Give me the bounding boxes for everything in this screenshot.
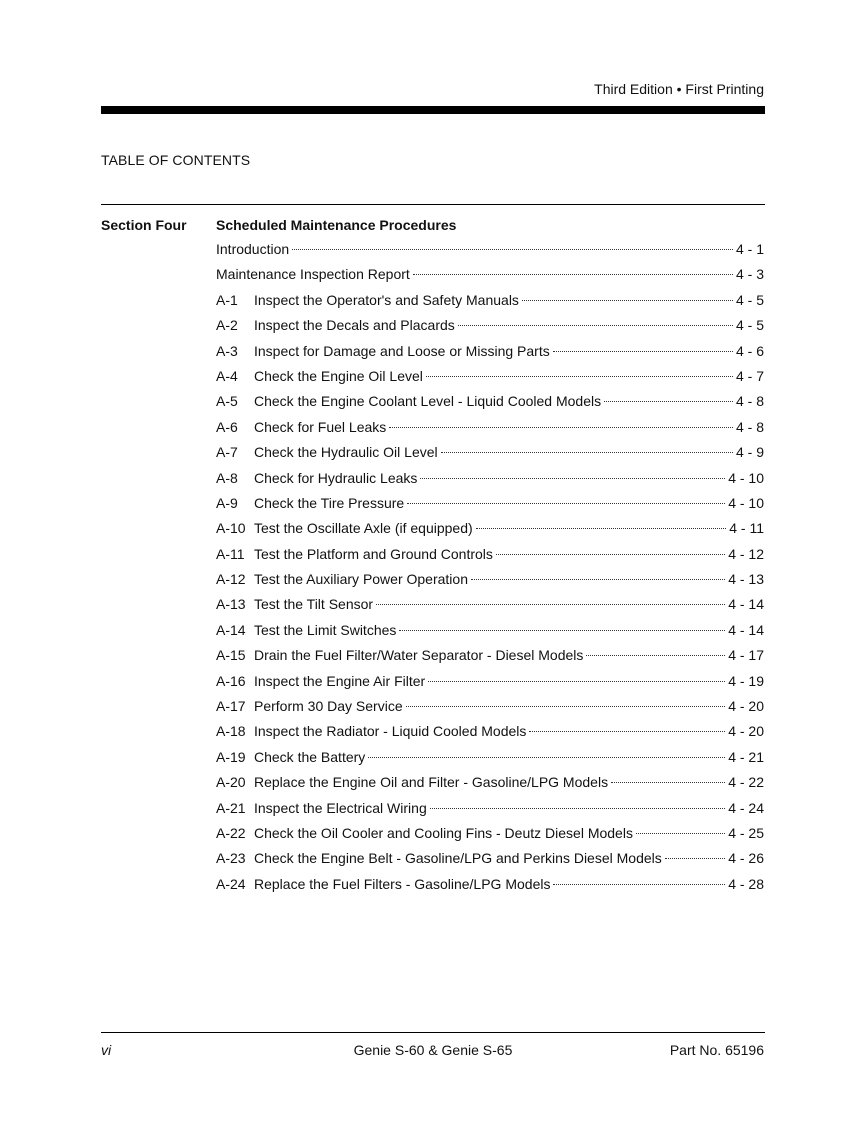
- dot-leader: [553, 884, 725, 885]
- toc-entry-page: 4 - 28: [728, 875, 764, 892]
- toc-entry[interactable]: [216, 466, 764, 491]
- dot-leader: [529, 731, 725, 732]
- toc-entry-title: Inspect the Radiator - Liquid Cooled Models: [254, 723, 527, 740]
- toc-entry-code: A-18: [216, 723, 246, 740]
- toc-entry-code: A-20: [216, 774, 246, 791]
- toc-entry-code: A-14: [216, 621, 246, 638]
- toc-entry-page: 4 - 8: [735, 418, 764, 435]
- toc-entry[interactable]: [216, 516, 764, 541]
- toc-entry-title: Inspect the Operator's and Safety Manuals: [254, 291, 519, 308]
- toc-entry-code: A-1: [216, 291, 238, 308]
- toc-list: [216, 237, 764, 897]
- toc-entry-title: Inspect the Engine Air Filter: [254, 672, 426, 689]
- toc-entry-title: Check the Engine Belt - Gasoline/LPG and Perkins Diesel Models: [254, 850, 662, 867]
- header-rule: [101, 106, 765, 114]
- toc-entry[interactable]: [216, 770, 764, 795]
- toc-entry[interactable]: [216, 745, 764, 770]
- footer-rule: [101, 1032, 765, 1033]
- toc-entry-page: 4 - 14: [728, 596, 764, 613]
- dot-leader: [376, 604, 725, 605]
- toc-entry[interactable]: [216, 339, 764, 364]
- toc-entry[interactable]: [216, 796, 764, 821]
- dot-leader: [611, 782, 725, 783]
- toc-entry[interactable]: [216, 694, 764, 719]
- edition-label: Third Edition • First Printing: [594, 81, 764, 97]
- toc-entry[interactable]: [216, 491, 764, 516]
- dot-leader: [406, 706, 726, 707]
- dot-leader: [553, 351, 733, 352]
- toc-entry-code: A-11: [216, 545, 245, 562]
- dot-leader: [636, 833, 725, 834]
- toc-entry-code: A-13: [216, 596, 246, 613]
- toc-entry-page: 4 - 19: [728, 672, 764, 689]
- toc-entry-title: Drain the Fuel Filter/Water Separator - Diesel Models: [254, 647, 584, 664]
- toc-entry-page: 4 - 20: [728, 698, 764, 715]
- toc-entry-code: A-10: [216, 520, 246, 537]
- dot-leader: [586, 655, 725, 656]
- toc-entry[interactable]: [216, 719, 764, 744]
- dot-leader: [441, 452, 733, 453]
- toc-entry-code: A-9: [216, 494, 238, 511]
- toc-entry-title: Inspect for Damage and Loose or Missing Parts: [254, 342, 550, 359]
- toc-entry[interactable]: [216, 567, 764, 592]
- toc-entry-page: 4 - 5: [735, 291, 764, 308]
- toc-entry[interactable]: [216, 389, 764, 414]
- dot-leader: [665, 858, 725, 859]
- dot-leader: [604, 401, 733, 402]
- toc-entry-page: 4 - 26: [728, 850, 764, 867]
- toc-entry[interactable]: [216, 364, 764, 389]
- toc-entry-page: 4 - 24: [728, 799, 764, 816]
- toc-entry-code: A-22: [216, 824, 246, 841]
- toc-entry[interactable]: [216, 313, 764, 338]
- toc-entry-page: 4 - 6: [735, 342, 764, 359]
- toc-entry-title: Test the Tilt Sensor: [254, 596, 374, 613]
- toc-entry-title: Perform 30 Day Service: [254, 698, 403, 715]
- toc-entry-code: A-6: [216, 418, 238, 435]
- toc-entry-code: A-4: [216, 367, 238, 384]
- section-divider: [101, 204, 765, 205]
- dot-leader: [426, 376, 733, 377]
- toc-entry[interactable]: [216, 262, 764, 287]
- toc-entry-code: A-23: [216, 850, 246, 867]
- toc-entry[interactable]: [216, 542, 764, 567]
- toc-entry-title: Check for Fuel Leaks: [254, 418, 387, 435]
- toc-entry-title: Check the Tire Pressure: [254, 494, 405, 511]
- toc-entry-title: Check the Hydraulic Oil Level: [254, 444, 438, 461]
- toc-entry-page: 4 - 3: [735, 266, 764, 283]
- toc-entry-page: 4 - 1: [735, 241, 764, 257]
- toc-entry-code: A-19: [216, 748, 246, 765]
- toc-entry-title: Inspect the Electrical Wiring: [254, 799, 427, 816]
- toc-entry-page: 4 - 8: [735, 393, 764, 410]
- toc-entry-title: Inspect the Decals and Placards: [254, 317, 455, 334]
- toc-entry-title: Test the Auxiliary Power Operation: [254, 571, 468, 588]
- toc-entry-code: A-15: [216, 647, 246, 664]
- dot-leader: [428, 681, 725, 682]
- toc-entry-page: 4 - 5: [735, 317, 764, 334]
- toc-entry-page: 4 - 12: [728, 545, 764, 562]
- toc-entry-page: 4 - 7: [735, 367, 764, 384]
- toc-entry-code: A-8: [216, 469, 238, 486]
- section-label: Section Four: [101, 217, 187, 233]
- toc-entry-title: Maintenance Inspection Report: [216, 266, 410, 283]
- dot-leader: [292, 249, 733, 250]
- toc-entry[interactable]: [216, 618, 764, 643]
- toc-entry-title: Check for Hydraulic Leaks: [254, 469, 418, 486]
- toc-entry[interactable]: [216, 846, 764, 871]
- dot-leader: [496, 554, 725, 555]
- toc-entry-title: Check the Oil Cooler and Cooling Fins - Deutz Diesel Models: [254, 824, 633, 841]
- toc-entry[interactable]: [216, 872, 764, 897]
- toc-entry-title: Check the Engine Oil Level: [254, 367, 423, 384]
- toc-entry-code: A-5: [216, 393, 238, 410]
- toc-entry-title: Replace the Engine Oil and Filter - Gasoline/LPG Models: [254, 774, 609, 791]
- toc-entry-page: 4 - 14: [728, 621, 764, 638]
- dot-leader: [430, 808, 725, 809]
- dot-leader: [458, 325, 733, 326]
- toc-entry-title: Check the Engine Coolant Level - Liquid Cooled Models: [254, 393, 602, 410]
- toc-entry[interactable]: [216, 288, 764, 313]
- toc-entry[interactable]: [216, 821, 764, 846]
- toc-entry[interactable]: [216, 440, 764, 465]
- toc-entry-code: A-2: [216, 317, 238, 334]
- toc-entry-title: Test the Platform and Ground Controls: [254, 545, 493, 562]
- toc-entry[interactable]: [216, 237, 764, 262]
- toc-entry[interactable]: [216, 643, 764, 668]
- dot-leader: [522, 300, 733, 301]
- toc-entry[interactable]: [216, 669, 764, 694]
- toc-entry-page: 4 - 11: [729, 520, 764, 537]
- toc-entry-page: 4 - 13: [728, 571, 764, 588]
- toc-entry[interactable]: [216, 415, 764, 440]
- toc-entry-page: 4 - 25: [728, 824, 764, 841]
- toc-entry-title: Test the Oscillate Axle (if equipped): [254, 520, 473, 537]
- toc-entry-code: A-3: [216, 342, 238, 359]
- dot-leader: [399, 630, 725, 631]
- toc-entry-page: 4 - 9: [735, 444, 764, 461]
- toc-entry-title: Check the Battery: [254, 748, 366, 765]
- toc-entry-page: 4 - 10: [728, 494, 764, 511]
- toc-entry-page: 4 - 22: [728, 774, 764, 791]
- toc-entry-title: Test the Limit Switches: [254, 621, 397, 638]
- footer-part-number: Part No. 65196: [669, 1042, 764, 1058]
- toc-entry-code: A-7: [216, 444, 238, 461]
- footer-model: Genie S-60 & Genie S-65: [353, 1042, 513, 1058]
- section-title: Scheduled Maintenance Procedures: [216, 217, 457, 233]
- dot-leader: [413, 274, 733, 275]
- dot-leader: [471, 579, 725, 580]
- toc-entry-page: 4 - 10: [728, 469, 764, 486]
- toc-entry-title: Introduction: [216, 241, 290, 257]
- toc-entry-page: 4 - 17: [728, 647, 764, 664]
- toc-entry-code: A-21: [216, 799, 246, 816]
- footer-page-number: vi: [101, 1042, 112, 1058]
- toc-entry-code: A-12: [216, 571, 246, 588]
- toc-entry-code: A-17: [216, 698, 246, 715]
- dot-leader: [407, 503, 725, 504]
- toc-entry-page: 4 - 21: [728, 748, 764, 765]
- toc-entry-code: A-16: [216, 672, 246, 689]
- toc-entry-title: Replace the Fuel Filters - Gasoline/LPG Models: [254, 875, 551, 892]
- toc-entry-code: A-24: [216, 875, 246, 892]
- toc-heading: TABLE OF CONTENTS: [101, 152, 251, 168]
- toc-entry[interactable]: [216, 592, 764, 617]
- toc-entry-page: 4 - 20: [728, 723, 764, 740]
- dot-leader: [368, 757, 725, 758]
- dot-leader: [476, 528, 727, 529]
- dot-leader: [389, 427, 733, 428]
- dot-leader: [420, 478, 725, 479]
